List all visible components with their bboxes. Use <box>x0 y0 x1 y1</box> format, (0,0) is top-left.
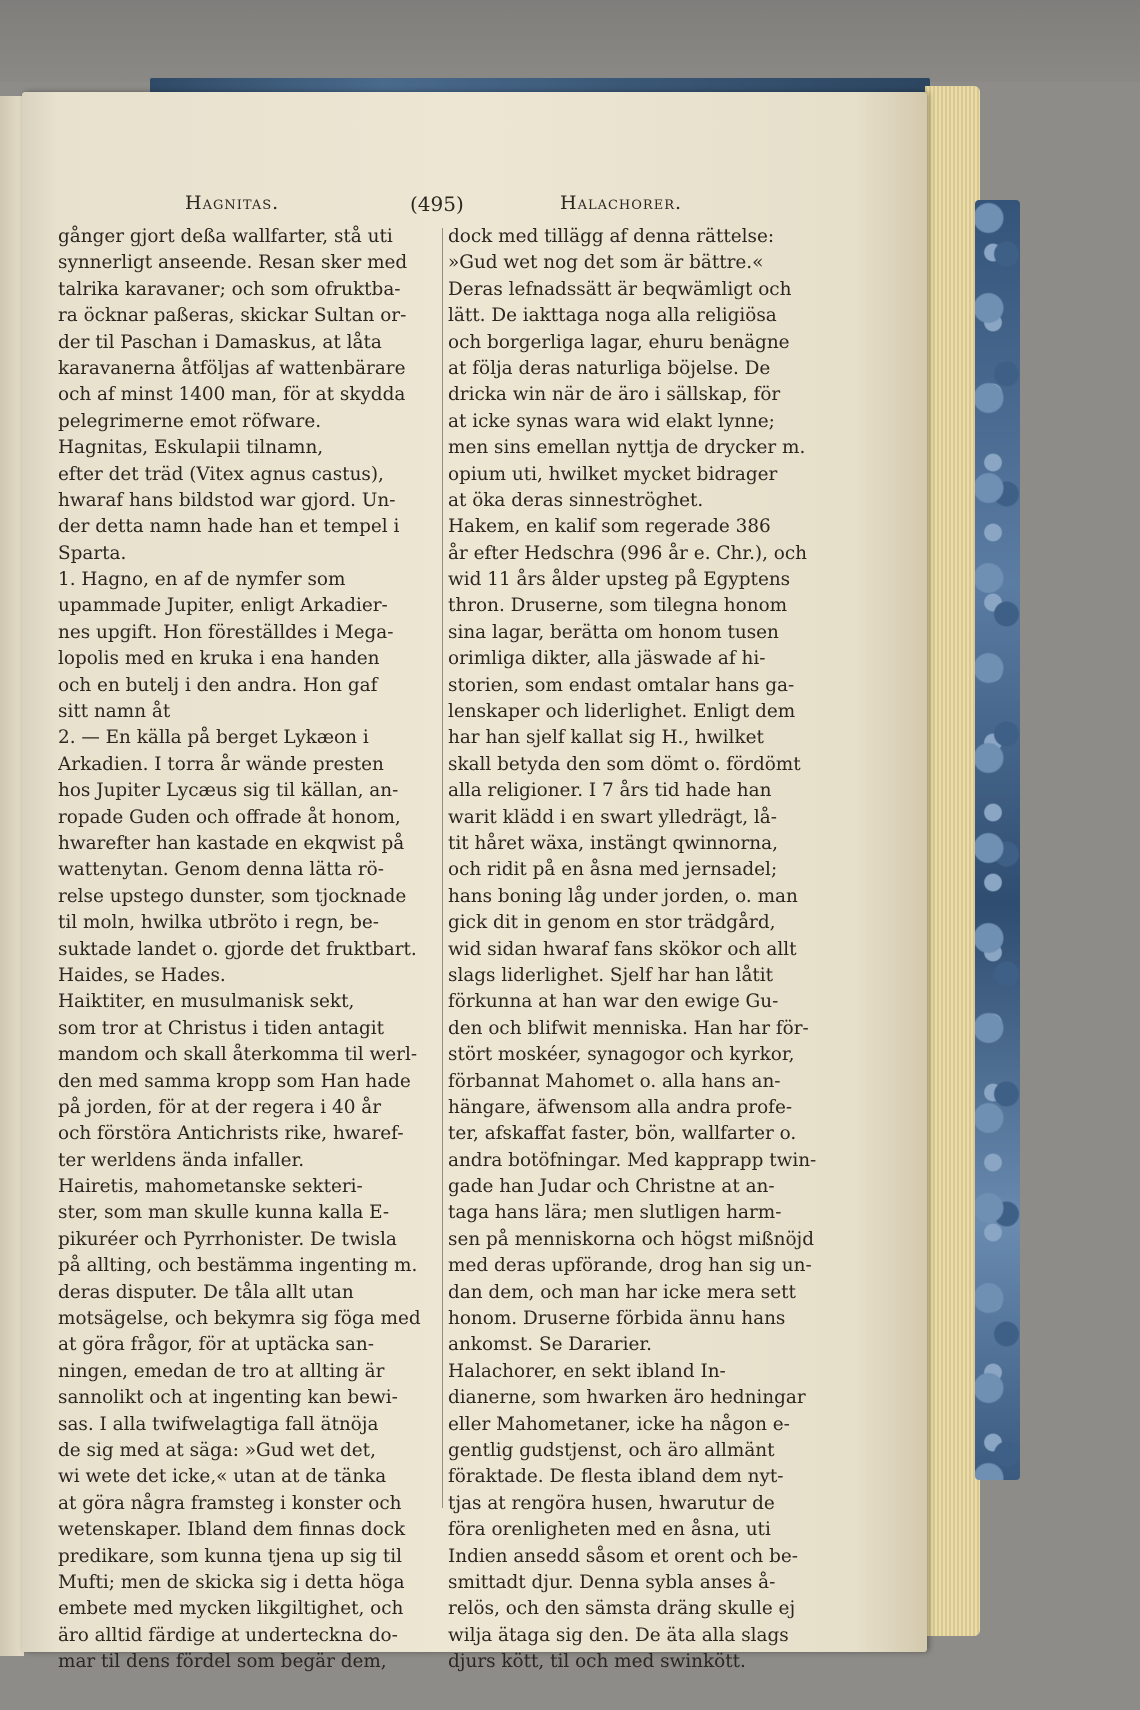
text-line: 2. — En källa på berget Lykæon i <box>58 727 369 749</box>
text-line: Arkadien. I torra år wände presten <box>58 753 384 775</box>
text-line: på jorden, för at der regera i 40 år <box>58 1096 382 1118</box>
text-line: talrika karavaner; och som ofruktba- <box>58 278 401 300</box>
text-line: predikare, som kunna tjena up sig til <box>58 1545 403 1567</box>
text-line: suktade landet o. gjorde det fruktbart. <box>58 938 417 960</box>
text-line: Halachorer, en sekt ibland In- <box>448 1360 726 1382</box>
text-line: eller Mahometaner, icke ha någon e- <box>448 1413 790 1435</box>
text-line: och en butelj i den andra. Hon gaf <box>58 674 378 696</box>
text-line: stört moskéer, synagogor och kyrkor, <box>448 1044 795 1066</box>
text-line: år efter Hedschra (996 år e. Chr.), och <box>448 542 807 564</box>
text-line: gentlig gudstjenst, och äro allmänt <box>448 1439 775 1461</box>
text-line: som tror at Christus i tiden antagit <box>58 1017 384 1039</box>
text-line: ra öcknar paßeras, skickar Sultan or- <box>58 305 407 327</box>
page-stack-edge <box>925 86 980 1636</box>
text-line: ter, afskaffat faster, bön, wallfarter o. <box>448 1123 797 1145</box>
text-line: sina lagar, berätta om honom tusen <box>448 621 779 643</box>
text-line: at göra frågor, för at uptäcka san- <box>58 1334 374 1356</box>
text-line: Deras lefnadssätt är beqwämligt och <box>448 278 792 300</box>
header-left-entry: Hagnitas. <box>185 192 280 214</box>
text-line: gånger gjort deßa wallfarter, stå uti <box>58 226 393 247</box>
text-line: hwaraf hans bildstod war gjord. Un- <box>58 489 396 511</box>
text-line: slags liderlighet. Sjelf har han låtit <box>448 964 774 986</box>
text-line: gade han Judar och Christne at an- <box>448 1176 775 1198</box>
text-line: lätt. De iakttaga noga alla religiösa <box>448 305 777 327</box>
text-line: hängare, äfwensom alla andra profe- <box>448 1096 793 1118</box>
text-line: synnerligt anseende. Resan sker med <box>58 252 408 274</box>
text-line: at icke synas wara wid elakt lynne; <box>448 410 775 432</box>
text-line: wid sidan hwaraf fans skökor och allt <box>448 938 797 960</box>
text-line: dianerne, som hwarken äro hedningar <box>448 1387 806 1409</box>
text-line: 1. Hagno, en af de nymfer som <box>58 569 346 591</box>
text-line: lenskaper och liderlighet. Enligt dem <box>448 701 796 723</box>
text-line: efter det träd (Vitex agnus castus), <box>58 463 384 485</box>
text-line: opium uti, hwilket mycket bidrager <box>448 463 778 485</box>
text-line: sas. I alla twifwelagtiga fall ätnöja <box>58 1413 379 1435</box>
text-line: och borgerliga lagar, ehuru benägne <box>448 331 790 353</box>
text-line: ropade Guden och offrade åt honom, <box>58 806 401 828</box>
text-line: at följa deras naturliga böjelse. De <box>448 357 771 379</box>
text-line: motsägelse, och bekymra sig föga med <box>58 1308 421 1330</box>
text-line: wattenytan. Genom denna lätta rö- <box>58 859 384 881</box>
text-line: orimliga dikter, alla jäswade af hi- <box>448 648 766 670</box>
header-right-entry: Halachorer. <box>560 192 683 214</box>
text-line: pikuréer och Pyrrhonister. De twisla <box>58 1228 397 1250</box>
text-line: förkunna at han war den ewige Gu- <box>448 991 779 1013</box>
text-line: äro alltid färdige at underteckna do- <box>58 1624 398 1646</box>
text-line: mar til dens fördel som begär dem, <box>58 1651 387 1673</box>
left-column <box>58 224 436 1675</box>
text-line: djurs kött, til och med swinkött. <box>448 1651 746 1673</box>
text-line: Hairetis, mahometanske sekteri- <box>58 1176 363 1198</box>
text-line: gick dit in genom en stor trädgård, <box>448 912 776 934</box>
text-line: och af minst 1400 man, för at skydda <box>58 384 406 406</box>
text-line: embete med mycken likgiltighet, och <box>58 1598 404 1620</box>
text-line: wid 11 års ålder upsteg på Egyptens <box>448 569 791 591</box>
text-line: thron. Druserne, som tilegna honom <box>448 595 788 617</box>
text-line: at göra några framsteg i konster och <box>58 1492 402 1514</box>
text-line: warit klädd i en swart ylledrägt, lå- <box>448 806 777 828</box>
text-line: karavanerna åtföljas af wattenbärare <box>58 357 406 379</box>
text-line: skall betyda den som dömt o. fördömt <box>448 753 801 775</box>
text-line: deras disputer. De tåla allt utan <box>58 1281 354 1303</box>
text-line: Mufti; men de skicka sig i detta höga <box>58 1571 405 1593</box>
text-line: relös, och den sämsta dräng skulle ej <box>448 1598 796 1620</box>
text-line: förbannat Mahomet o. alla hans an- <box>448 1070 781 1092</box>
text-line: hos Jupiter Lycæus sig til källan, an- <box>58 780 399 802</box>
text-line: med deras upförande, drog han sig un- <box>448 1255 812 1277</box>
text-line: pelegrimerne emot röfware. <box>58 410 322 432</box>
background-top <box>0 0 1140 82</box>
text-line: Indien ansedd såsom et orent och be- <box>448 1545 798 1567</box>
text-line: honom. Druserne förbida ännu hans <box>448 1308 786 1330</box>
text-line: på allting, och bestämma ingenting m. <box>58 1255 418 1277</box>
text-line: storien, som endast omtalar hans ga- <box>448 674 795 696</box>
text-line: ningen, emedan de tro at allting är <box>58 1360 385 1382</box>
text-line: ankomst. Se Dararier. <box>448 1334 652 1356</box>
text-line: och förstöra Antichrists rike, hwaref- <box>58 1123 404 1145</box>
text-line: der til Paschan i Damaskus, at låta <box>58 331 382 353</box>
marbled-endpaper <box>975 200 1020 1480</box>
text-line: andra botöfningar. Med kapprapp twin- <box>448 1149 817 1171</box>
text-line: at öka deras sinneströghet. <box>448 489 704 511</box>
text-line: wilja ätaga sig den. De äta alla slags <box>448 1624 789 1646</box>
text-line: Haiktiter, en musulmanisk sekt, <box>58 991 355 1013</box>
text-line: föraktade. De flesta ibland dem nyt- <box>448 1466 784 1488</box>
text-line: Hagnitas, Eskulapii tilnamn, <box>58 437 324 459</box>
text-line: den med samma kropp som Han hade <box>58 1070 411 1092</box>
text-line: Sparta. <box>58 542 127 564</box>
text-line: »Gud wet nog det som är bättre.« <box>448 252 764 274</box>
text-line: smittadt djur. Denna sybla anses å- <box>448 1571 776 1593</box>
text-line: hwarefter han kastade en ekqwist på <box>58 832 405 854</box>
text-line: relse upstego dunster, som tjocknade <box>58 885 407 907</box>
text-line: hans boning låg under jorden, o. man <box>448 885 798 907</box>
text-line: wetenskaper. Ibland dem finnas dock <box>58 1519 406 1541</box>
text-line: har han sjelf kallat sig H., hwilket <box>448 727 764 749</box>
text-line: taga hans lära; men slutligen harm- <box>448 1202 782 1224</box>
text-line: dan dem, och man har icke mera sett <box>448 1281 796 1303</box>
text-line: til moln, hwilka utbröto i regn, be- <box>58 912 379 934</box>
text-line: Haides, se Hades. <box>58 964 226 986</box>
right-column <box>448 224 826 1675</box>
text-line: men sins emellan nyttja de drycker m. <box>448 437 806 459</box>
text-line: föra orenligheten med en åsna, uti <box>448 1519 771 1541</box>
text-line: ster, som man skulle kunna kalla E- <box>58 1202 390 1224</box>
text-line: der detta namn hade han et tempel i <box>58 516 400 538</box>
text-line: den och blifwit menniska. Han har för- <box>448 1017 809 1039</box>
text-line: lopolis med en kruka i ena handen <box>58 648 380 670</box>
text-line: upammade Jupiter, enligt Arkadier- <box>58 595 388 617</box>
text-line: sannolikt och at ingenting kan bewi- <box>58 1387 398 1409</box>
text-line: sitt namn åt <box>58 701 171 723</box>
text-line: dricka win när de äro i sällskap, för <box>448 384 781 406</box>
facing-page-edge <box>0 96 24 1656</box>
text-line: Hakem, en kalif som regerade 386 <box>448 516 771 538</box>
text-line: dock med tillägg af denna rättelse: <box>448 226 775 247</box>
text-line: de sig med at säga: »Gud wet det, <box>58 1439 376 1461</box>
column-divider <box>442 228 443 1508</box>
text-line: ter werldens ända infaller. <box>58 1149 305 1171</box>
running-header <box>185 192 745 222</box>
text-line: mandom och skall återkomma til werl- <box>58 1044 418 1066</box>
text-line: och ridit på en åsna med jernsadel; <box>448 859 778 881</box>
text-line: nes upgift. Hon föreställdes i Mega- <box>58 621 394 643</box>
text-line: sen på menniskorna och högst mißnöjd <box>448 1228 815 1250</box>
text-line: tjas at rengöra husen, hwarutur de <box>448 1492 775 1514</box>
text-line: tit håret wäxa, instängt qwinnorna, <box>448 832 778 854</box>
text-line: wi wete det icke,« utan at de tänka <box>58 1466 387 1488</box>
text-line: alla religioner. I 7 års tid hade han <box>448 780 772 802</box>
page-number: (495) <box>410 192 464 216</box>
